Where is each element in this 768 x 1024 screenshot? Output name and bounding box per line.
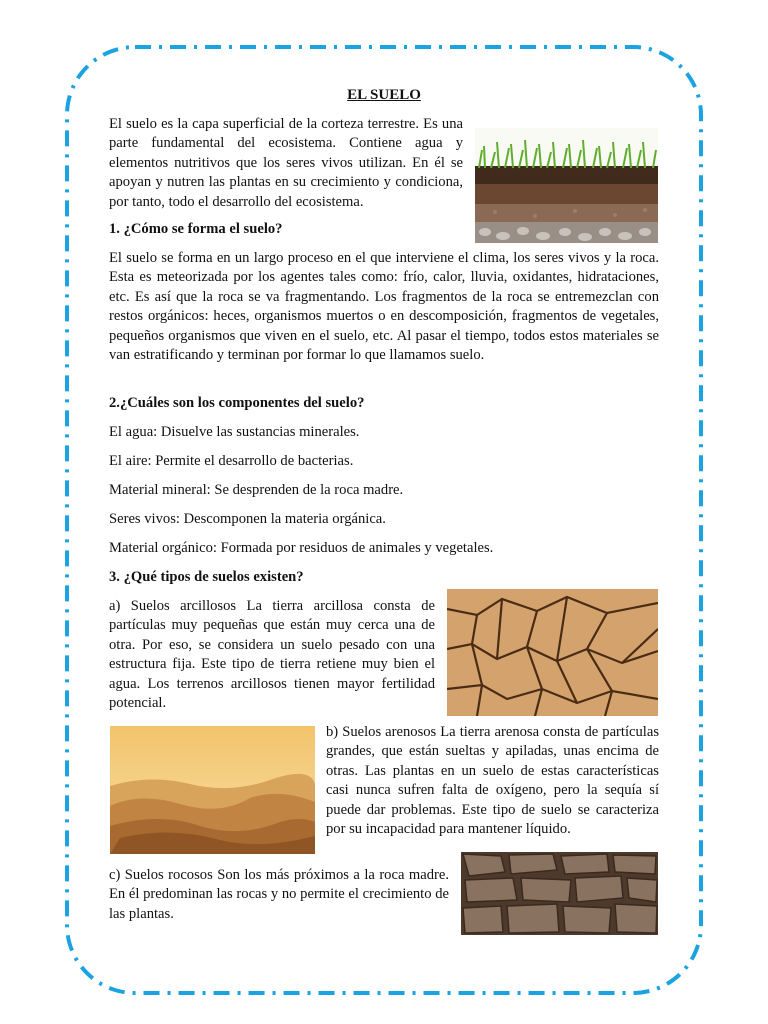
rocky-soil-paragraph: c) Suelos rocosos Son los más próximos a la roca madre. En él predominan las rocas y no permite el crecimiento de las plantas. <box>109 867 449 922</box>
section-1-heading: 1. ¿Cómo se forma el suelo? <box>109 221 283 237</box>
section-3-heading: 3. ¿Qué tipos de suelos existen? <box>109 569 304 585</box>
component-item: El aire: Permite el desarrollo de bacterias. <box>109 453 354 469</box>
rocky-soil-image <box>461 852 658 935</box>
section-2-heading: 2.¿Cuáles son los componentes del suelo? <box>109 395 365 411</box>
clay-soil-paragraph: a) Suelos arcillosos La tierra arcillosa consta de partículas muy pequeñas que están muy cerca una de otra. Por eso, se considera un suelo pesado con una estructura fija. Este tipo de tierra retiene muy bien el agua. Los terrenos arcillosos tienen mayor fertilidad potencial. <box>109 598 435 712</box>
component-item: El agua: Disuelve las sustancias minerales. <box>109 424 360 440</box>
sandy-soil-image <box>110 726 315 854</box>
soil-layers-image <box>475 128 658 243</box>
page-title: EL SUELO <box>347 87 421 103</box>
section-1-body: El suelo se forma en un largo proceso en el que interviene el clima, los seres vivos y la roca. Esta es meteorizada por los agentes tales como: frío, calor, lluvia, oxidantes, hidrataciones, etc. Es así que la roca se va fragmentando. Los fragmentos de la roca se entremezclan con restos orgánicos: heces, organismos muertos o en descomposición, fragmentos de vegetales, pequeños organismos que viven en el suelo, etc. Al pasar el tiempo, todos estos materiales se van estratificando y terminan por formar lo que llamamos suelo. <box>109 250 659 364</box>
sandy-soil-paragraph: b) Suelos arenosos La tierra arenosa consta de partículas grandes, que están sueltas y apiladas, unas encima de otras. Las plantas en un suelo de estas características casi nunca sufren falta de oxígeno, pero la sequía sí puede dar problemas. Este tipo de suelo se caracteriza por su incapacidad para mantener líquido. <box>326 724 659 838</box>
component-item: Material orgánico: Formada por residuos de animales y vegetales. <box>109 540 494 556</box>
component-item: Seres vivos: Descomponen la materia orgánica. <box>109 511 386 527</box>
intro-paragraph: El suelo es la capa superficial de la corteza terrestre. Es una parte fundamental del ecosistema. Contiene agua y elementos nutritivos que los seres vivos utilizan. En él se apoyan y nutren las plantas en su crecimiento y condiciona, por tanto, todo el desarrollo del ecosistema. <box>109 116 463 210</box>
clay-soil-image <box>447 589 658 716</box>
component-item: Material mineral: Se desprenden de la roca madre. <box>109 482 404 498</box>
